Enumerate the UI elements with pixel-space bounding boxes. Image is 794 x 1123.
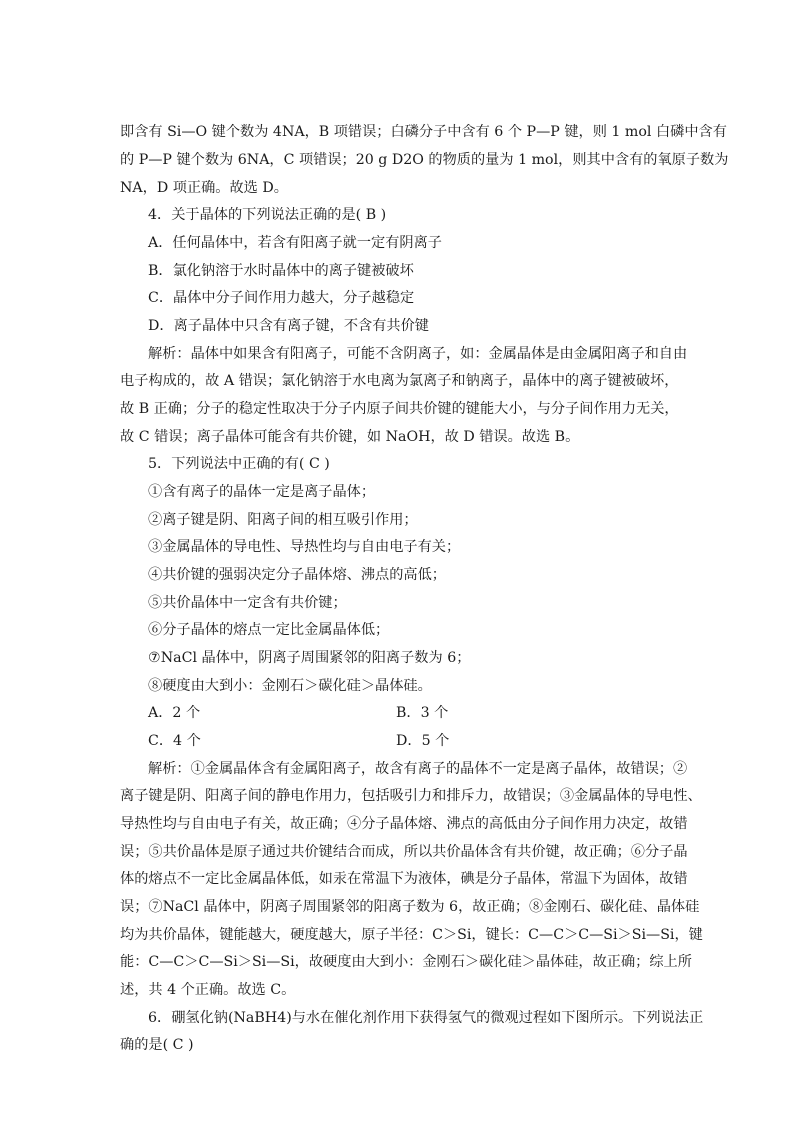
- statement-item: ②离子键是阴、阳离子间的相互吸引作用；: [148, 512, 418, 528]
- statement-item: ④共价键的强弱决定分子晶体熔、沸点的高低；: [148, 567, 446, 583]
- text-line: 能：C—C＞C—Si＞Si—Si，故硬度由大到小：金刚石＞碳化硅＞晶体硅，故正确；综上所: [120, 954, 692, 970]
- text-line: 导热性均与自由电子有关，故正确；④分子晶体熔、沸点的高低由分子间作用力决定，故错: [120, 816, 688, 832]
- question-5-option-b: B．3 个: [396, 705, 449, 721]
- statement-item: ⑤共价晶体中一定含有共价键；: [148, 595, 347, 611]
- text-line: 故 B 正确；分子的稳定性取决于分子内原子间共价键的键能大小，与分子间作用力无关，: [120, 401, 679, 417]
- question-6-stem: 6．硼氢化钠(NaBH4)与水在催化剂作用下获得氢气的微观过程如下图所示。下列说法正: [148, 1010, 704, 1026]
- question-5-option-c: C．4 个: [148, 733, 201, 749]
- text-line: 述，共 4 个正确。故选 C。: [120, 982, 296, 998]
- text-line: NA，D 项正确。故选 D。: [120, 180, 288, 196]
- statement-item: ⑦NaCl 晶体中，阴离子周围紧邻的阳离子数为 6；: [148, 650, 471, 666]
- statement-item: ⑥分子晶体的熔点一定比金属晶体低；: [148, 622, 390, 638]
- text-line: 电子构成的，故 A 错误；氯化钠溶于水电离为氯离子和钠离子，晶体中的离子键被破坏，: [120, 373, 679, 389]
- text-line: 的 P—P 键个数为 6NA，C 项错误；20 g D2O 的物质的量为 1 mol，则其中含有的氧原子数为: [120, 152, 729, 168]
- statement-item: ⑧硬度由大到小：金刚石＞碳化硅＞晶体硅。: [148, 678, 432, 694]
- text-line: 误；⑦NaCl 晶体中，阴离子周围紧邻的阳离子数为 6，故正确；⑧金刚石、碳化硅、晶体硅: [120, 899, 700, 915]
- statement-item: ①含有离子的晶体一定是离子晶体；: [148, 484, 376, 500]
- text-line: 离子键是阴、阳离子间的静电作用力，包括吸引力和排斥力，故错误；③金属晶体的导电性、: [120, 788, 702, 804]
- text-line: 故 C 错误；离子晶体可能含有共价键，如 NaOH，故 D 错误。故选 B。: [120, 429, 580, 445]
- text-line: 即含有 Si—O 键个数为 4NA，B 项错误；白磷分子中含有 6 个 P—P 键，则 1 mol 白磷中含有: [120, 124, 727, 140]
- question-4-option-c: C．晶体中分子间作用力越大，分子越稳定: [148, 290, 415, 306]
- question-4-option-d: D．离子晶体中只含有离子键，不含有共价键: [148, 318, 429, 334]
- question-5-analysis: 解析：①金属晶体含有金属阳离子，故含有离子的晶体不一定是离子晶体，故错误；②: [148, 761, 688, 777]
- text-line: 误；⑤共价晶体是原子通过共价键结合而成，所以共价晶体含有共价键，故正确；⑥分子晶: [120, 844, 688, 860]
- question-4-stem: 4．关于晶体的下列说法正确的是( B ): [148, 207, 387, 223]
- question-4-analysis: 解析：晶体中如果含有阳离子，可能不含阴离子，如：金属晶体是由金属阳离子和自由: [148, 346, 688, 362]
- question-5-option-d: D．5 个: [396, 733, 450, 749]
- question-4-option-a: A．任何晶体中，若含有阳离子就一定有阴离子: [148, 235, 442, 251]
- text-line: 均为共价晶体，键能越大，硬度越大，原子半径：C＞Si，键长：C—C＞C—Si＞Si—Si，键: [120, 927, 703, 943]
- text-line: 体的熔点不一定比金属晶体低，如汞在常温下为液体，碘是分子晶体，常温下为固体，故错: [120, 871, 688, 887]
- text-line: 确的是( C ): [120, 1037, 194, 1053]
- question-4-option-b: B．氯化钠溶于水时晶体中的离子键被破坏: [148, 263, 414, 279]
- question-5-option-a: A．2 个: [148, 705, 201, 721]
- question-5-stem: 5．下列说法中正确的有( C ): [148, 456, 330, 472]
- statement-item: ③金属晶体的导电性、导热性均与自由电子有关；: [148, 539, 461, 555]
